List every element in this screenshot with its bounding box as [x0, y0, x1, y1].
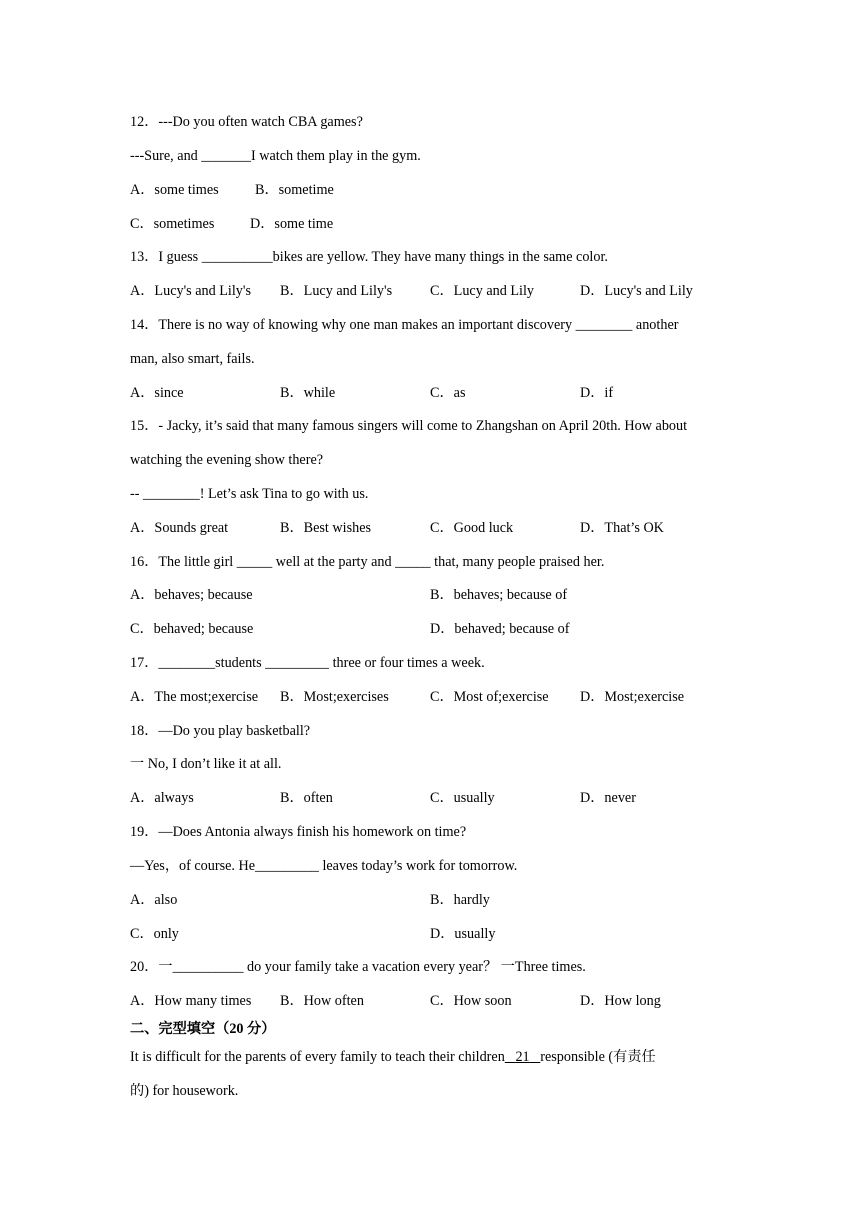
question-16-option-b: B．behaves; because of [430, 587, 568, 603]
question-12-option-c: C．sometimes [130, 216, 215, 232]
question-20-stem-line-1: 20．一__________ do your family take a vacation every year？ 一Three times. [130, 959, 586, 975]
question-17-option-d: D．Most;exercise [580, 689, 685, 705]
question-15-stem-line-3: -- ________! Let’s ask Tina to go with us. [130, 486, 369, 502]
question-18-option-c: C．usually [430, 790, 495, 806]
question-13-stem-line-1: 13．I guess __________bikes are yellow. They have many things in the same color. [130, 249, 608, 265]
question-13-option-d: D．Lucy's and Lily [580, 283, 693, 299]
question-13-option-b: B．Lucy and Lily's [280, 283, 393, 299]
question-18-stem-line-2: 一 No, I don’t like it at all. [130, 756, 282, 772]
question-18-option-a: A．always [130, 790, 194, 806]
blank-21 [505, 1049, 540, 1065]
section-2-heading: 二、完型填空（20 分） [130, 1021, 276, 1037]
question-14-stem-line-1: 14．There is no way of knowing why one man makes an important discovery ________ another [130, 317, 679, 333]
question-13-option-a: A．Lucy's and Lily's [130, 283, 251, 299]
question-20-option-a: A．How many times [130, 993, 252, 1009]
question-19-option-c: C．only [130, 926, 179, 942]
question-12-stem-line-1: 12．---Do you often watch CBA games? [130, 114, 363, 130]
question-14-option-d: D．if [580, 385, 614, 401]
section-2-paragraph-line-1 [130, 1048, 656, 1066]
question-17-option-b: B．Most;exercises [280, 689, 389, 705]
question-14-option-a: A．since [130, 385, 184, 401]
question-12-option-d: D．some time [250, 216, 334, 232]
question-12-option-b: B．sometime [255, 182, 334, 198]
question-14-stem-line-2: man, also smart, fails. [130, 351, 255, 367]
question-15-option-a: A．Sounds great [130, 520, 229, 536]
question-13-option-c: C．Lucy and Lily [430, 283, 535, 299]
question-17-stem-line-1: 17．________students _________ three or four times a week. [130, 655, 485, 671]
question-16-option-c: C．behaved; because [130, 621, 254, 637]
question-14-option-c: C．as [430, 385, 466, 401]
section-2-paragraph-line-2: 的) for housework. [130, 1083, 239, 1099]
question-20-option-c: C．How soon [430, 993, 512, 1009]
question-15-option-c: C．Good luck [430, 520, 514, 536]
question-16-option-a: A．behaves; because [130, 587, 253, 603]
question-12-stem-line-2: ---Sure, and _______I watch them play in the gym. [130, 148, 421, 164]
question-16-stem-line-1: 16．The little girl _____ well at the party and _____ that, many people praised her. [130, 554, 605, 570]
blank-21-number: 21 [515, 1049, 530, 1065]
question-19-option-a: A．also [130, 892, 178, 908]
question-19-option-d: D．usually [430, 926, 496, 942]
question-16-option-d: D．behaved; because of [430, 621, 570, 637]
question-17-option-c: C．Most of;exercise [430, 689, 549, 705]
question-20-option-d: D．How long [580, 993, 661, 1009]
question-18-option-d: D．never [580, 790, 636, 806]
question-20-option-b: B．How often [280, 993, 364, 1009]
question-18-stem-line-1: 18．—Do you play basketball? [130, 723, 311, 739]
paragraph-text-mid: responsible (有责任 [540, 1049, 656, 1065]
question-14-option-b: B．while [280, 385, 336, 401]
question-15-stem-line-2: watching the evening show there? [130, 452, 324, 468]
question-15-option-d: D．That’s OK [580, 520, 664, 536]
paragraph-text-start: It is difficult for the parents of every family to teach their children [130, 1049, 505, 1065]
question-17-option-a: A．The most;exercise [130, 689, 259, 705]
question-15-stem-line-1: 15．- Jacky, it’s said that many famous singers will come to Zhangshan on April 20th. How about [130, 418, 688, 434]
question-12-option-a: A．some times [130, 182, 219, 198]
question-19-stem-line-1: 19．—Does Antonia always finish his homework on time? [130, 824, 467, 840]
question-19-stem-line-2: —Yes，of course. He_________ leaves today’s work for tomorrow. [130, 858, 518, 874]
question-19-option-b: B．hardly [430, 892, 490, 908]
question-18-option-b: B．often [280, 790, 333, 806]
question-15-option-b: B．Best wishes [280, 520, 372, 536]
